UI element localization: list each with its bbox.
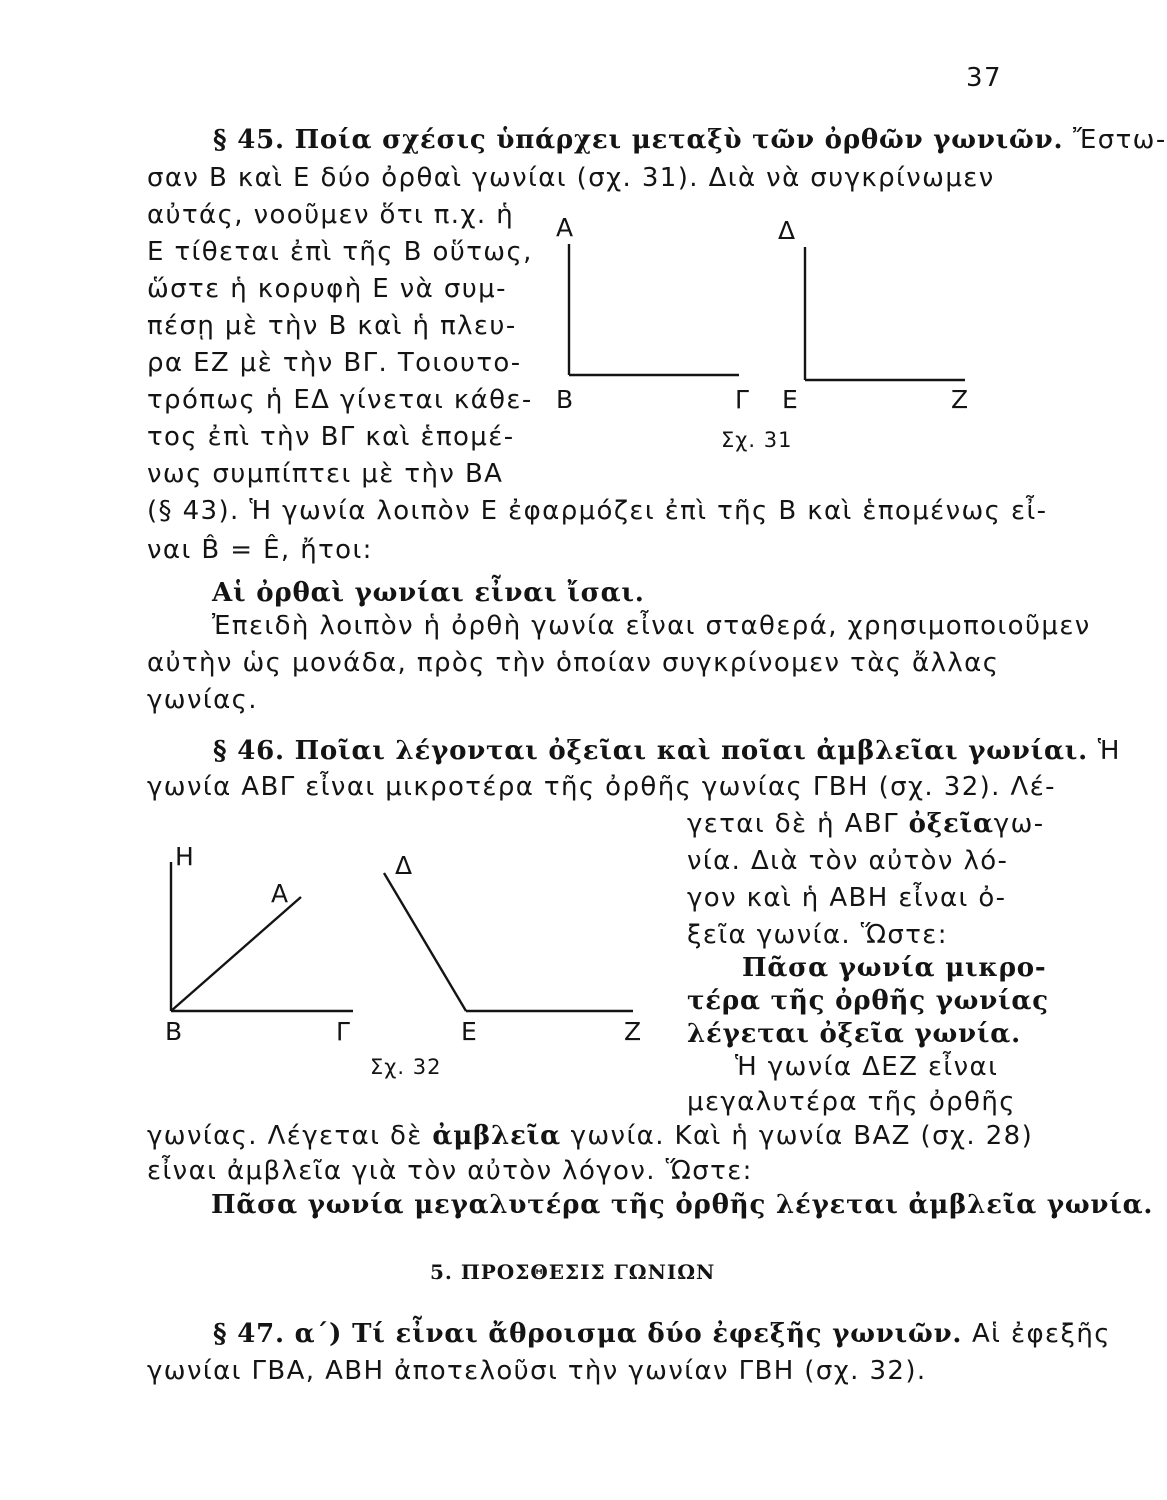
s46-rule-line-2: τέρα τῆς ὀρθῆς γωνίας: [687, 986, 1049, 1016]
fig31-caption: Σχ. 31: [721, 428, 793, 452]
s45-line-5: ὥστε ἡ κορυφὴ Ε νὰ συμ-: [147, 274, 507, 304]
s46-rule-line-3: λέγεται ὀξεῖα γωνία.: [687, 1019, 1021, 1049]
fig32-label-e: Ε: [461, 1017, 477, 1046]
s47-line-1-tail: Αἱ ἐφεξῆς: [971, 1319, 1111, 1349]
s46-line-1-tail: Ἡ: [1097, 736, 1121, 766]
fig32-label-b: Β: [165, 1017, 183, 1046]
s45-line-7: ρα ΕΖ μὲ τὴν ΒΓ. Τοιουτο-: [147, 348, 522, 378]
s45-mark: § 45.: [213, 125, 285, 155]
fig31-label-e: Ε: [782, 385, 798, 414]
s45-line-12: ναι B̂ = Ê, ἤτοι:: [147, 535, 373, 565]
fig32-ray-BA: [171, 897, 301, 1011]
fig32-label-g: Γ: [336, 1017, 350, 1046]
s46-para2-line-2: μεγαλυτέρα τῆς ὀρθῆς: [687, 1087, 1016, 1117]
s46-para2-line-4: εἶναι ἀμβλεῖα γιὰ τὸν αὐτὸν λόγον. Ὥστε:: [147, 1156, 753, 1186]
s45-line-10: νως συμπίπτει μὲ τὴν ΒΑ: [147, 459, 504, 489]
s45-para2-line-1: Ἐπειδὴ λοιπὸν ἡ ὀρθὴ γωνία εἶναι σταθερά, χρησιμοποιοῦμεν: [212, 611, 1091, 641]
s45-line-9: τος ἐπὶ τὴν ΒΓ καὶ ἑπομέ-: [147, 422, 515, 452]
s45-line-11: (§ 43). Ἡ γωνία λοιπὸν Ε ἐφαρμόζει ἐπὶ τῆς Β καὶ ἑπομένως εἶ-: [147, 496, 1048, 526]
s47-line-1: [213, 1318, 1111, 1350]
s45-title: Ποία σχέσις ὑπάρχει μεταξὺ τῶν ὀρθῶν γωνιῶν.: [294, 125, 1064, 155]
fig32-label-d: Δ: [395, 851, 413, 880]
s45-para2-line-2: αὐτὴν ὡς μονάδα, πρὸς τὴν ὁποίαν συγκρίνομεν τὰς ἄλλας: [147, 648, 1000, 678]
s46-mark: § 46.: [213, 736, 285, 766]
s45-line-3: αὐτάς, νοοῦμεν ὅτι π.χ. ἡ: [147, 200, 515, 230]
fig31-label-z: Ζ: [951, 385, 969, 414]
s47-mark: § 47.: [213, 1319, 285, 1349]
s45-rule: Αἱ ὀρθαὶ γωνίαι εἶναι ἴσαι.: [212, 578, 645, 608]
s46-line-2: γωνία ΑΒΓ εἶναι μικροτέρα τῆς ὀρθῆς γωνίας ΓΒΗ (σχ. 32). Λέ-: [147, 772, 1056, 802]
section-heading: 5. ΠΡΟΣΘΕΣΙΣ ΓΩΝΙΩΝ: [430, 1260, 716, 1284]
s46-title: Ποῖαι λέγονται ὀξεῖαι καὶ ποῖαι ἀμβλεῖαι γωνίαι.: [294, 736, 1089, 766]
fig31-label-a: Α: [556, 213, 574, 242]
s47-line-2: γωνίαι ΓΒΑ, ΑΒΗ ἀποτελοῦσι τὴν γωνίαν ΓΒΗ (σχ. 32).: [147, 1356, 927, 1386]
s45-line-2: σαν Β καὶ Ε δύο ὀρθαὶ γωνίαι (σχ. 31). Διὰ νὰ συγκρίνωμεν: [147, 163, 995, 193]
s45-line-1-tail: Ἔστω-: [1072, 125, 1167, 155]
fig32-label-a: Α: [271, 879, 289, 908]
s46-rule-line-1: Πᾶσα γωνία μικρο-: [742, 953, 1047, 983]
fig31-label-b: Β: [556, 385, 574, 414]
s46-para2-line-1: Ἡ γωνία ΔΕΖ εἶναι: [735, 1052, 999, 1082]
s46-line-6: ξεῖα γωνία. Ὥστε:: [687, 920, 948, 950]
s46-acute-term: ὀξεῖα: [908, 809, 994, 839]
fig31-label-d: Δ: [778, 216, 796, 245]
s45-line-8: τρόπως ἡ ΕΔ γίνεται κάθε-: [147, 385, 533, 415]
s46-obtuse-term: ἀμβλεῖα: [432, 1121, 561, 1151]
fig32-label-h: Η: [175, 842, 194, 871]
s45-line-4: Ε τίθεται ἐπὶ τῆς Β οὕτως,: [147, 237, 533, 267]
s45-para2-line-3: γωνίας.: [147, 685, 258, 715]
s46-line-5: γον καὶ ἡ ΑΒΗ εἶναι ὀ-: [687, 883, 1007, 913]
fig32-caption: Σχ. 32: [370, 1055, 442, 1079]
s45-line-6: πέσῃ μὲ τὴν Β καὶ ἡ πλευ-: [147, 311, 517, 341]
s46-line-3-post: γω-: [993, 809, 1045, 839]
s46-para2-line-3-pre: γωνίας. Λέγεται δὲ: [147, 1121, 423, 1151]
fig32-label-z: Ζ: [624, 1017, 642, 1046]
s47-title: α΄) Τί εἶναι ἄθροισμα δύο ἐφεξῆς γωνιῶν.: [294, 1319, 963, 1349]
fig31-label-g: Γ: [735, 385, 749, 414]
fig32-ray-ED: [384, 873, 466, 1011]
page-number: 37: [966, 63, 1002, 93]
s46-rule2: Πᾶσα γωνία μεγαλυτέρα τῆς ὀρθῆς λέγεται ἀμβλεῖα γωνία.: [211, 1190, 1154, 1220]
s46-line-4: νία. Διὰ τὸν αὐτὸν λό-: [687, 846, 1009, 876]
s46-para2-line-3-post: γωνία. Καὶ ἡ γωνία ΒΑΖ (σχ. 28): [570, 1121, 1034, 1151]
s46-line-3-pre: γεται δὲ ἡ ΑΒΓ: [687, 809, 899, 839]
